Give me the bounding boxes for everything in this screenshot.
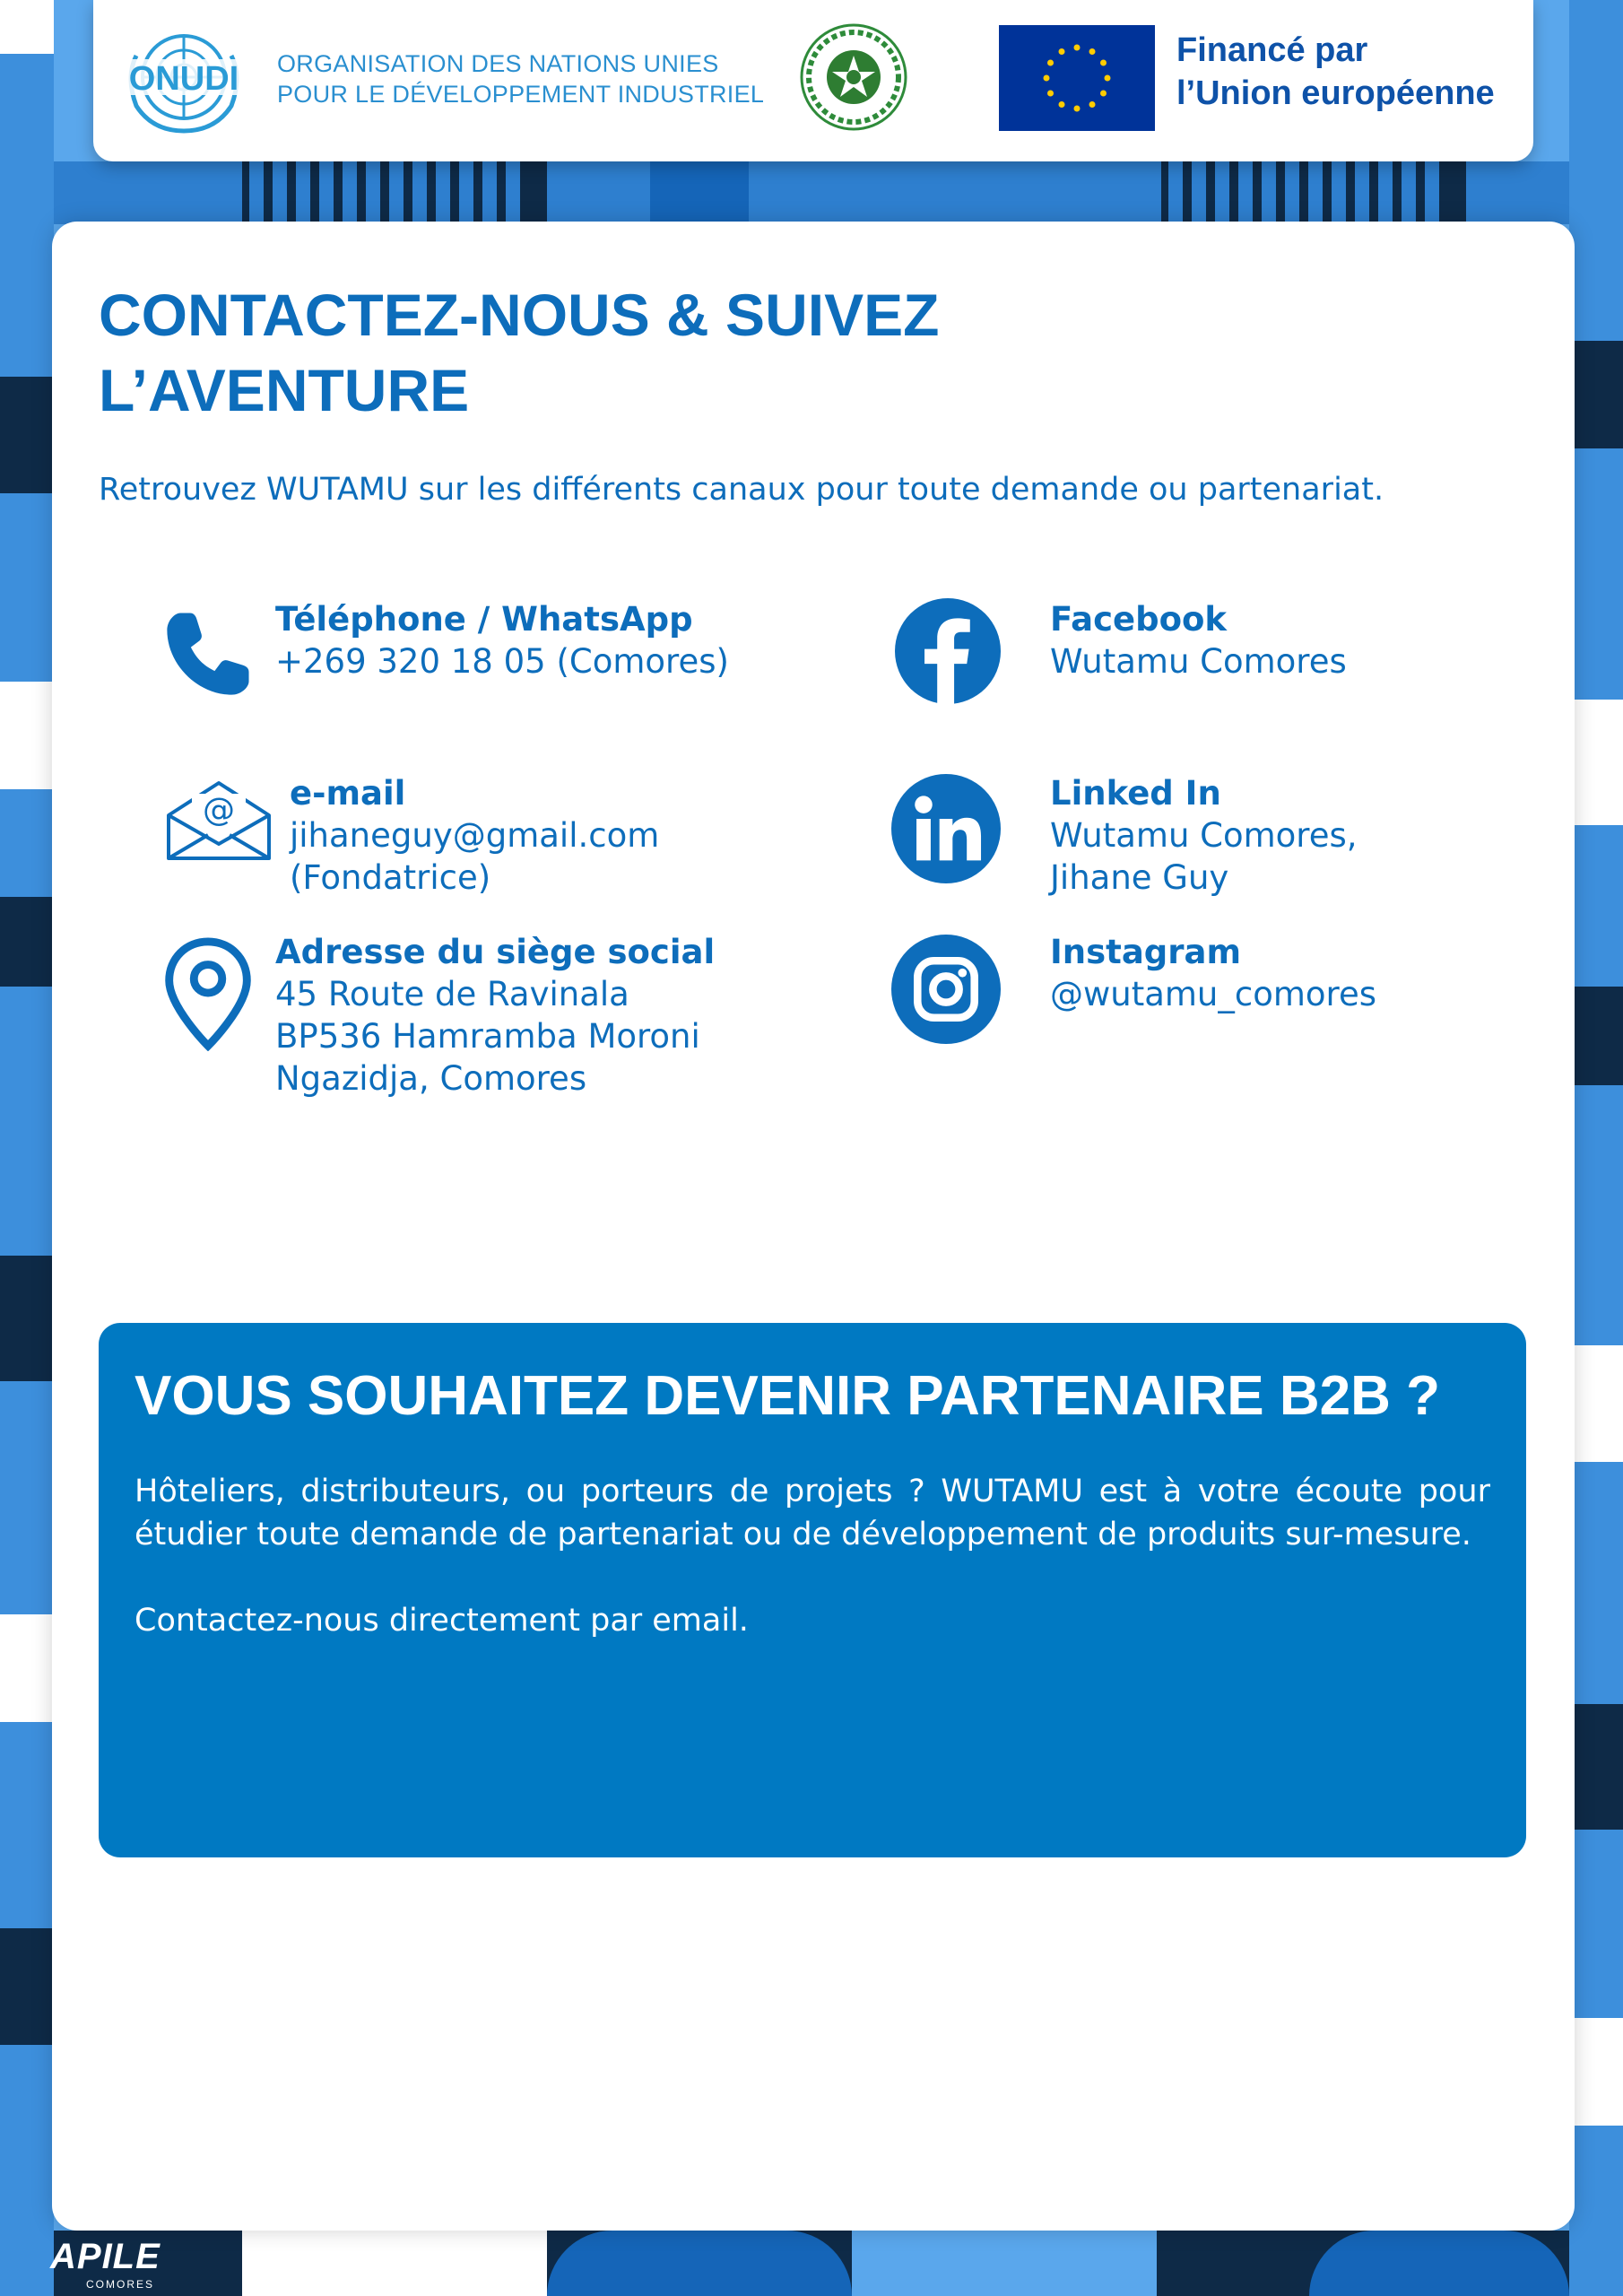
phone-icon [161,605,256,700]
svg-text:@: @ [203,792,235,829]
contact-instagram [895,931,1558,1057]
contact-linkedin [895,772,1558,916]
contact-phone [52,598,769,724]
contact-email [52,772,769,916]
linkedin-label: Linked In [1050,774,1221,813]
apile-logo-text: APILE [50,2237,161,2276]
b2b-partnership-box [99,1323,1526,1857]
facebook-handle[interactable]: Wutamu Comores [1050,642,1347,681]
phone-number[interactable]: +269 320 18 05 (Comores) [275,642,729,681]
instagram-icon [891,935,1001,1044]
comoros-seal [798,22,909,133]
linkedin-icon [891,774,1001,883]
contact-facebook [895,598,1558,724]
facebook-icon [895,598,1001,704]
email-icon [165,779,273,862]
onudi-name-line2: POUR LE DÉVELOPPEMENT INDUSTRIEL [277,81,765,108]
apile-logo [50,2224,185,2296]
onudi-logo [117,20,251,135]
b2b-body: Hôteliers, distributeurs, ou porteurs de projets ? WUTAMU est à votre écoute pour étudier toute demande de partenariat ou de développement de produits sur-mesure. [135,1474,1490,1552]
b2b-title: VOUS SOUHAITEZ DEVENIR PARTENAIRE B2B ? [135,1365,1441,1427]
facebook-label: Facebook [1050,600,1228,639]
instagram-label: Instagram [1050,933,1242,971]
phone-label: Téléphone / WhatsApp [275,600,693,639]
email-label: e-mail [290,774,406,813]
eu-line2: l’Union européenne [1176,74,1495,112]
contact-address [52,931,769,1110]
address-label: Adresse du siège social [275,933,716,971]
instagram-handle[interactable]: @wutamu_comores [1050,975,1376,1013]
onudi-name [277,48,764,109]
header-bar [93,0,1533,161]
onudi-logo-text: ONUDI [128,60,239,98]
onudi-name-line1: ORGANISATION DES NATIONS UNIES [277,50,719,77]
location-pin-icon [163,936,253,1051]
contact-card [52,222,1575,2231]
eu-flag [999,25,1155,131]
b2b-cta: Contactez-nous directement par email. [135,1603,749,1639]
linkedin-handle[interactable]: Wutamu Comores, Jihane Guy [1050,816,1358,897]
email-address[interactable]: jihaneguy@gmail.com (Fondatrice) [290,816,660,897]
eu-funding-text [1176,29,1495,115]
eu-line1: Financé par [1176,31,1368,69]
address-value: 45 Route de Ravinala BP536 Hamramba Moroni Ngazidja, Comores [275,975,700,1098]
page-subtitle: Retrouvez WUTAMU sur les différents canaux pour toute demande ou partenariat. [99,472,1384,508]
page-title: CONTACTEZ-NOUS & SUIVEZ L’AVENTURE [99,282,940,423]
apile-logo-sub: COMORES [86,2278,155,2291]
